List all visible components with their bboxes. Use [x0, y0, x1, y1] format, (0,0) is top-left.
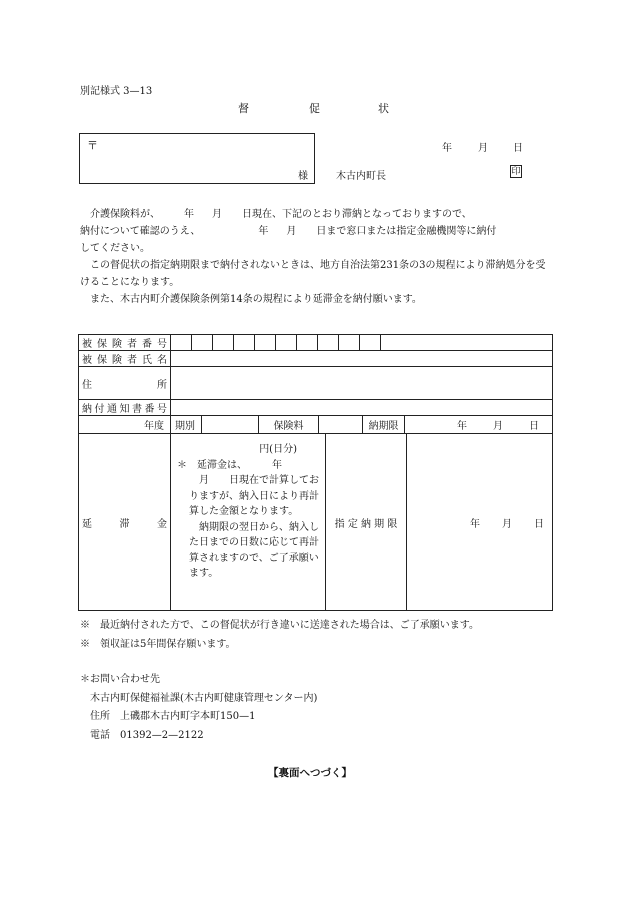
issue-month: 月: [478, 143, 488, 154]
late-note-2: 月 日現在で計算しておりますが、納入日により再計算した金額となります。: [189, 475, 319, 517]
body-p1e: 納付について確認のうえ、: [80, 226, 201, 237]
late-note-3: 納期限の翌日から、納入した日までの日数に応じて再計算されますので、ご了承願います。: [189, 521, 319, 579]
late-fee-note: [171, 434, 326, 611]
contact-heading: ＊お問い合わせ先: [80, 674, 160, 685]
body-p3: また、木古内町介護保険条例第14条の規程により延滞金を納付願います。: [90, 294, 422, 305]
label-notice-number: 納付通知書番号: [79, 400, 171, 416]
issue-year: 年: [442, 143, 452, 154]
note-1: ※ 最近納付された方で、この督促状が行き違いに送達された場合は、ご了承願います。: [80, 620, 479, 631]
issuer-name: 木古内町長: [336, 171, 386, 182]
postal-mark: 〒: [87, 139, 98, 152]
label-period: 期別: [171, 416, 202, 433]
insured-number-cells: [171, 335, 553, 351]
body-p1i: してください。: [80, 243, 150, 254]
contact-info: [80, 671, 317, 745]
label-late-fee: 延 滞 金: [79, 434, 171, 611]
body-p1d: 日現在、下記のとおり滞納となっておりますので、: [242, 209, 472, 220]
address-box: [79, 133, 315, 184]
contact-phone: 電話 01392—2—2122: [90, 729, 204, 741]
delinquency-table: [78, 334, 553, 611]
title-char-3: 状: [378, 102, 389, 115]
designated-year: 年: [470, 518, 481, 530]
designated-month: 月: [502, 518, 513, 530]
label-insured-name: 被保険者氏名: [79, 351, 171, 367]
honorific-sama: 様: [298, 171, 308, 182]
body-text: [80, 206, 552, 308]
body-p1c: 月: [212, 209, 222, 220]
contact-address: 住所 上磯郡木古内町字本町150—1: [90, 711, 256, 722]
due-year: 年: [457, 421, 467, 432]
body-p1h: 日まで窓口または指定金融機関等に納付: [316, 226, 497, 237]
title-char-1: 督: [238, 102, 249, 115]
label-due-date: 納期限: [363, 416, 405, 433]
body-p1a: 介護保険料が、: [90, 209, 160, 220]
title-char-2: 促: [309, 102, 320, 115]
period-value: [202, 416, 259, 433]
body-p1g: 月: [286, 226, 297, 237]
issue-day: 日: [513, 143, 523, 154]
body-p1b: 年: [184, 209, 194, 220]
label-fiscal-year: 年度: [79, 416, 171, 434]
form-id: 別記様式 3—13: [80, 86, 153, 97]
label-address: 住 所: [79, 367, 171, 400]
note-2: ※ 領収証は5年間保存願います。: [80, 639, 236, 650]
late-note-1: ＊ 延滞金は、 年: [177, 459, 282, 471]
label-insured-number: 被保険者番号: [79, 335, 171, 351]
continued-label: 【裏面へつづく】: [268, 767, 352, 779]
contact-dept: 木古内町保健福祉課(木古内町健康管理センター内): [90, 692, 318, 704]
premium-value: [319, 416, 363, 433]
label-designated-due: 指 定 納 期 限: [326, 434, 407, 611]
body-p1f: 年: [258, 226, 269, 237]
insured-name-value: [171, 351, 553, 367]
due-date-value: [405, 416, 545, 433]
footer-notes: [80, 616, 479, 654]
designated-day: 日: [534, 518, 545, 530]
due-month: 月: [493, 421, 503, 432]
notice-number-value: [171, 400, 553, 416]
period-row: [171, 416, 553, 434]
designated-due-value: [407, 434, 553, 611]
address-value: [171, 367, 553, 400]
label-premium: 保険料: [259, 416, 319, 433]
seal-mark: 印: [511, 167, 521, 177]
yen-per-day: 円(日分): [259, 444, 297, 455]
due-day: 日: [529, 421, 539, 432]
body-p2: この督促状の指定納期限まで納付されないときは、地方自治法第231条の3の規程により滞納処分を受けることになります。: [80, 260, 546, 288]
